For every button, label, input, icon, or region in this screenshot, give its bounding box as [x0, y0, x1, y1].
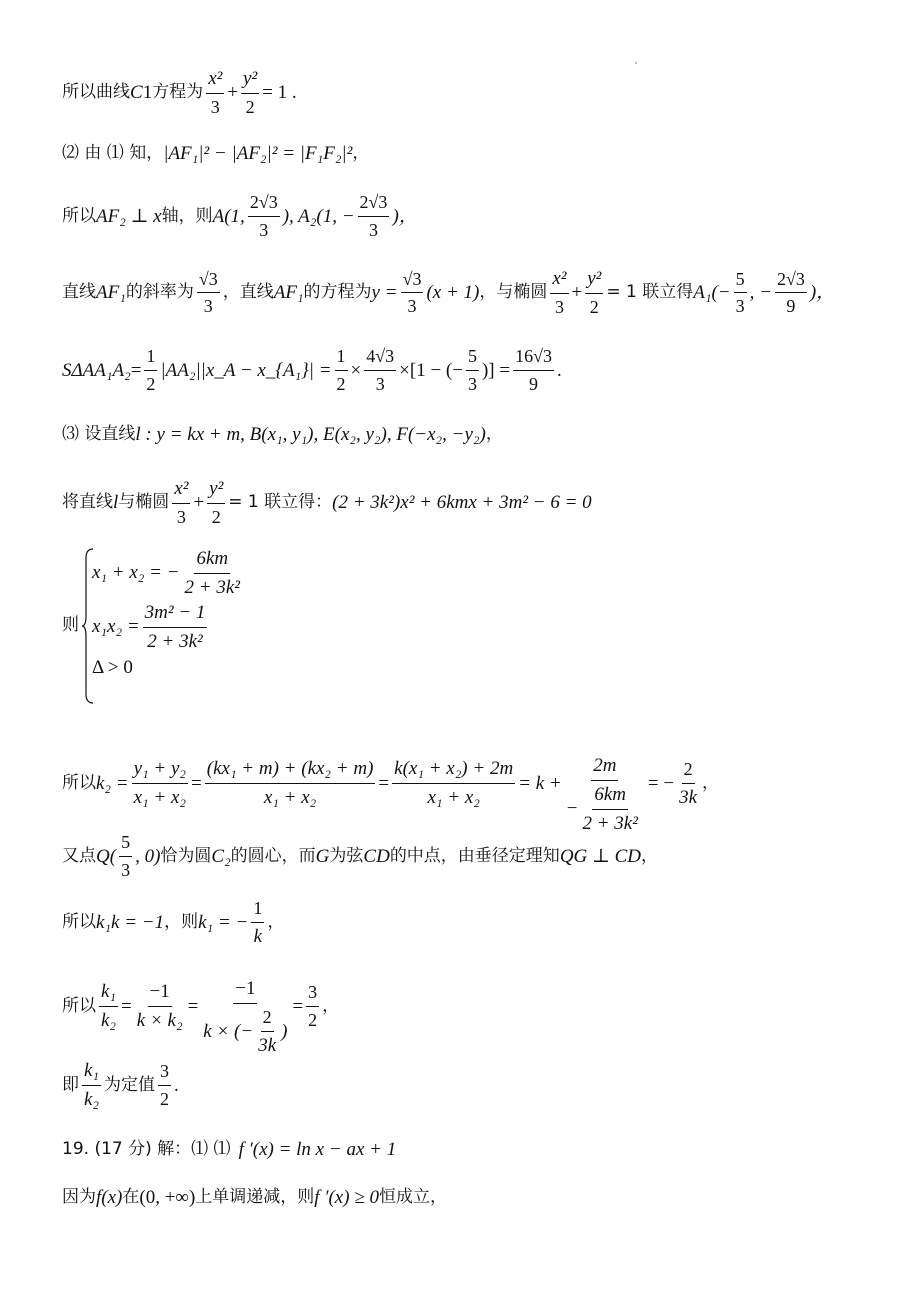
text: 因为: [62, 1187, 96, 1207]
line-part3: [62, 425, 503, 444]
num: 2: [682, 759, 695, 784]
math: (2 + 3k²)x² + 6kmx + 3m² − 6 = 0: [332, 492, 592, 514]
line-curve-equation: 所以曲线 C 1 方程为 $\frac{\text{x²}}{3}$ + $\frac{\text{y²}}{2}$ = 1 .: [62, 68, 297, 117]
num: 1: [144, 346, 157, 371]
text: 在: [122, 1187, 140, 1207]
line-monotone: [62, 1188, 447, 1207]
den: 3: [554, 296, 564, 317]
den: 2: [308, 1009, 318, 1030]
text: 即: [62, 1074, 79, 1095]
num: 2: [261, 1007, 274, 1032]
math: k₂ =: [96, 773, 129, 795]
fraction: [775, 269, 807, 317]
math: A(1,: [212, 205, 245, 227]
math: k₁ = −: [198, 912, 249, 934]
num: √3: [197, 269, 220, 294]
math: =: [378, 773, 390, 795]
fraction: [251, 898, 264, 948]
num: 5: [466, 346, 479, 371]
fraction: [158, 1061, 171, 1109]
text: 轴，则: [161, 205, 213, 226]
fraction-complex: [201, 978, 289, 1056]
line-combine: [62, 478, 592, 528]
math: ×: [399, 359, 410, 381]
num: 3: [158, 1061, 171, 1086]
den: k × k₂: [136, 1009, 183, 1031]
den: 3: [735, 296, 745, 317]
num: 3m² − 1: [143, 602, 208, 628]
math: Q(: [96, 845, 117, 867]
math: ): [281, 1020, 288, 1042]
math: =: [292, 995, 304, 1017]
num: 1: [251, 898, 264, 923]
math: f(x): [96, 1187, 123, 1208]
text: 直线: [62, 282, 96, 303]
math: x₁ + x₂ = −: [92, 562, 180, 584]
line-part2-intro: [62, 144, 369, 163]
math: S: [62, 359, 72, 381]
num: y²: [207, 478, 225, 504]
text: ，: [702, 773, 720, 794]
fraction-y2-2: [241, 68, 259, 118]
num: 16√3: [513, 346, 554, 371]
math: A₁(−: [693, 282, 731, 304]
num: 2√3: [248, 192, 280, 217]
den: 3: [259, 219, 269, 240]
fraction: [466, 346, 479, 394]
math: +: [193, 492, 205, 514]
num: 5: [734, 269, 747, 294]
den: 2: [245, 96, 255, 117]
num: x²: [172, 478, 190, 504]
math: = k +: [518, 773, 562, 795]
fraction: [734, 269, 747, 317]
fraction: [335, 346, 348, 394]
fraction: [248, 192, 280, 240]
line-constant: [62, 1060, 179, 1111]
text: = 1 .: [262, 82, 297, 104]
fraction: [143, 602, 208, 653]
text: 方程为: [152, 82, 204, 103]
math: f ′(x) ≥ 0: [314, 1187, 379, 1208]
num: 2√3: [358, 192, 390, 217]
fraction: [580, 784, 639, 835]
line-points-A: [62, 192, 418, 240]
den: 3: [368, 219, 378, 240]
fraction: [205, 758, 376, 809]
den: x₁ + x₂: [263, 787, 317, 809]
den: 3: [121, 859, 131, 880]
den: 2: [146, 373, 156, 394]
num: 4√3: [364, 346, 396, 371]
math: y =: [371, 282, 398, 304]
fraction: [392, 758, 515, 809]
text: 恰为圆: [160, 845, 212, 866]
text: 与椭圆: [118, 492, 170, 513]
sign: −: [566, 798, 578, 820]
line-ratio: [62, 956, 339, 1056]
fraction-complex: [565, 755, 645, 835]
num: (kx₁ + m) + (kx₂ + m): [205, 758, 376, 784]
text: 所以: [62, 995, 96, 1016]
text: 所以: [62, 773, 96, 794]
fraction: [119, 832, 132, 880]
math: , −: [749, 282, 772, 304]
fraction: [207, 478, 225, 528]
text: 所以: [62, 912, 96, 933]
fraction: [99, 981, 118, 1032]
math: AF₁: [273, 282, 304, 304]
fraction: [550, 268, 568, 318]
den: k: [253, 925, 263, 947]
math: C₂: [211, 845, 231, 867]
math: ), A₂(1, −: [282, 205, 355, 227]
num: k(x₁ + x₂) + 2m: [392, 758, 515, 784]
den: 2: [160, 1088, 170, 1109]
text: ，: [267, 912, 285, 933]
text: ，则: [164, 912, 199, 933]
fraction: [306, 982, 319, 1030]
num: y²: [241, 68, 259, 94]
math: AF₁: [96, 282, 126, 304]
num: x²: [550, 268, 568, 294]
den: 9: [786, 296, 796, 317]
math: |AA₂||x_A − x_{A₁}| =: [160, 359, 332, 381]
num: 6km: [194, 548, 230, 574]
math: k × (−: [203, 1020, 254, 1042]
fraction: [172, 478, 190, 528]
den: 3: [375, 373, 385, 394]
math: .: [174, 1074, 179, 1096]
math: )，: [809, 282, 836, 304]
text: 所以: [62, 205, 96, 226]
text: 所以曲线: [62, 82, 130, 103]
sub: 1: [142, 82, 153, 104]
line-slope: [62, 268, 835, 318]
math: l: [113, 492, 119, 514]
math-C: C: [130, 82, 143, 104]
fraction: [513, 346, 554, 394]
system-row-3: [92, 657, 133, 679]
line-k2: [62, 733, 719, 835]
fraction: [677, 759, 699, 809]
num: y²: [585, 268, 603, 294]
den: x₁ + x₂: [427, 787, 480, 809]
sub: ΔAA₁A₂: [71, 359, 131, 381]
den: k₂: [101, 1009, 117, 1031]
fraction-x2-3: [206, 68, 224, 118]
text: 又点: [62, 845, 96, 866]
fraction: [256, 1007, 278, 1057]
den: x₁ + x₂: [133, 787, 187, 809]
text: = 1 联立得：: [228, 492, 333, 513]
den: [201, 1004, 289, 1057]
num: 1: [335, 346, 348, 371]
math: f ′(x) = ln x − ax + 1: [238, 1139, 397, 1160]
math: =: [121, 995, 132, 1017]
fraction: [585, 268, 603, 318]
line-area: [62, 346, 562, 394]
text: ⑵ 由 ⑴ 知，: [62, 143, 164, 163]
scan-speck: [635, 62, 637, 64]
math: Δ > 0: [92, 657, 133, 678]
den: 9: [529, 373, 539, 394]
math: +: [571, 282, 583, 304]
math: [1 − (−: [409, 359, 463, 381]
num: √3: [401, 269, 424, 294]
text: ⑶ 设直线: [62, 424, 136, 444]
den: 3k: [679, 786, 698, 808]
den: 2 + 3k²: [184, 576, 240, 598]
den: 3: [203, 296, 213, 317]
num: −1: [233, 978, 257, 1004]
text: 将直线: [62, 492, 113, 513]
system-row-2: [92, 602, 210, 653]
num: 3: [306, 982, 319, 1007]
fraction: [144, 346, 157, 394]
text: ，: [352, 143, 370, 163]
text: 的圆心，而: [230, 845, 316, 866]
den: 2: [589, 296, 599, 317]
math: l : y = kx + m, B(x₁, y₁), E(x₂, y₂), F(−x₂, −y₂): [135, 424, 486, 445]
num: 5: [119, 832, 132, 857]
text: 恒成立，: [379, 1187, 447, 1207]
math: = −: [647, 773, 675, 795]
text: ，与椭圆: [479, 282, 548, 303]
math: =: [130, 359, 142, 381]
text: 的方程为: [303, 282, 372, 303]
math: G: [315, 845, 330, 867]
num: x²: [206, 68, 224, 94]
text: 上单调递减，则: [195, 1187, 315, 1207]
den: k₂: [84, 1088, 100, 1110]
num: 6km: [592, 784, 628, 810]
den: 2 + 3k²: [582, 812, 638, 834]
math: (x + 1): [426, 282, 480, 304]
num: k₁: [99, 981, 118, 1007]
math: k₁k = −1: [96, 912, 165, 934]
den: [565, 781, 645, 835]
fraction: [132, 758, 188, 809]
text: ，: [485, 424, 503, 444]
text: 的中点，由垂径定理知: [389, 845, 560, 866]
num: k₁: [82, 1060, 101, 1086]
math: AF₂ ⊥ x: [96, 205, 162, 227]
fraction: [183, 548, 242, 599]
line-k1: [62, 898, 284, 948]
math: x₁x₂ =: [92, 616, 140, 638]
fraction: [364, 346, 396, 394]
fraction: [197, 269, 220, 317]
text: ，: [641, 845, 659, 866]
text: 19. (17 分) 解：⑴ ⑴: [62, 1139, 231, 1159]
fraction: [358, 192, 390, 240]
math: , 0): [135, 845, 161, 867]
math: QG ⊥ CD: [559, 845, 642, 867]
text: = 1 联立得: [606, 282, 694, 303]
text: 的斜率为: [125, 282, 194, 303]
system-label: [62, 617, 79, 634]
fraction: [401, 269, 424, 317]
math: )] =: [481, 359, 511, 381]
num: 2√3: [775, 269, 807, 294]
math: )，: [392, 205, 418, 227]
line-point-Q: [62, 832, 658, 880]
math-expr: |AF₁|² − |AF₂|² = |F₁F₂|²: [163, 143, 353, 164]
math: =: [191, 773, 202, 795]
fraction: [135, 981, 185, 1032]
den: 3: [407, 296, 417, 317]
den: 3: [210, 96, 220, 117]
den: 3: [176, 506, 186, 527]
system-row-1: [92, 548, 245, 599]
text: 为定值: [104, 1074, 156, 1095]
text: 为弦: [329, 845, 364, 866]
den: 3k: [258, 1034, 277, 1056]
den: 2: [211, 506, 221, 527]
math: .: [556, 359, 562, 381]
line-q19: [62, 1140, 396, 1159]
text: ，直线: [222, 282, 274, 303]
num: −1: [148, 981, 172, 1007]
math: (0, +∞): [139, 1187, 196, 1208]
text: ，: [322, 995, 340, 1016]
num: 2m: [591, 755, 618, 781]
den: 2: [336, 373, 346, 394]
math: ×: [350, 359, 362, 381]
text: 则: [62, 615, 79, 635]
math: =: [187, 995, 199, 1017]
num: y₁ + y₂: [132, 758, 188, 784]
math: CD: [363, 845, 390, 867]
fraction: [82, 1060, 101, 1111]
den: 2 + 3k²: [147, 630, 203, 652]
den: 3: [467, 373, 477, 394]
